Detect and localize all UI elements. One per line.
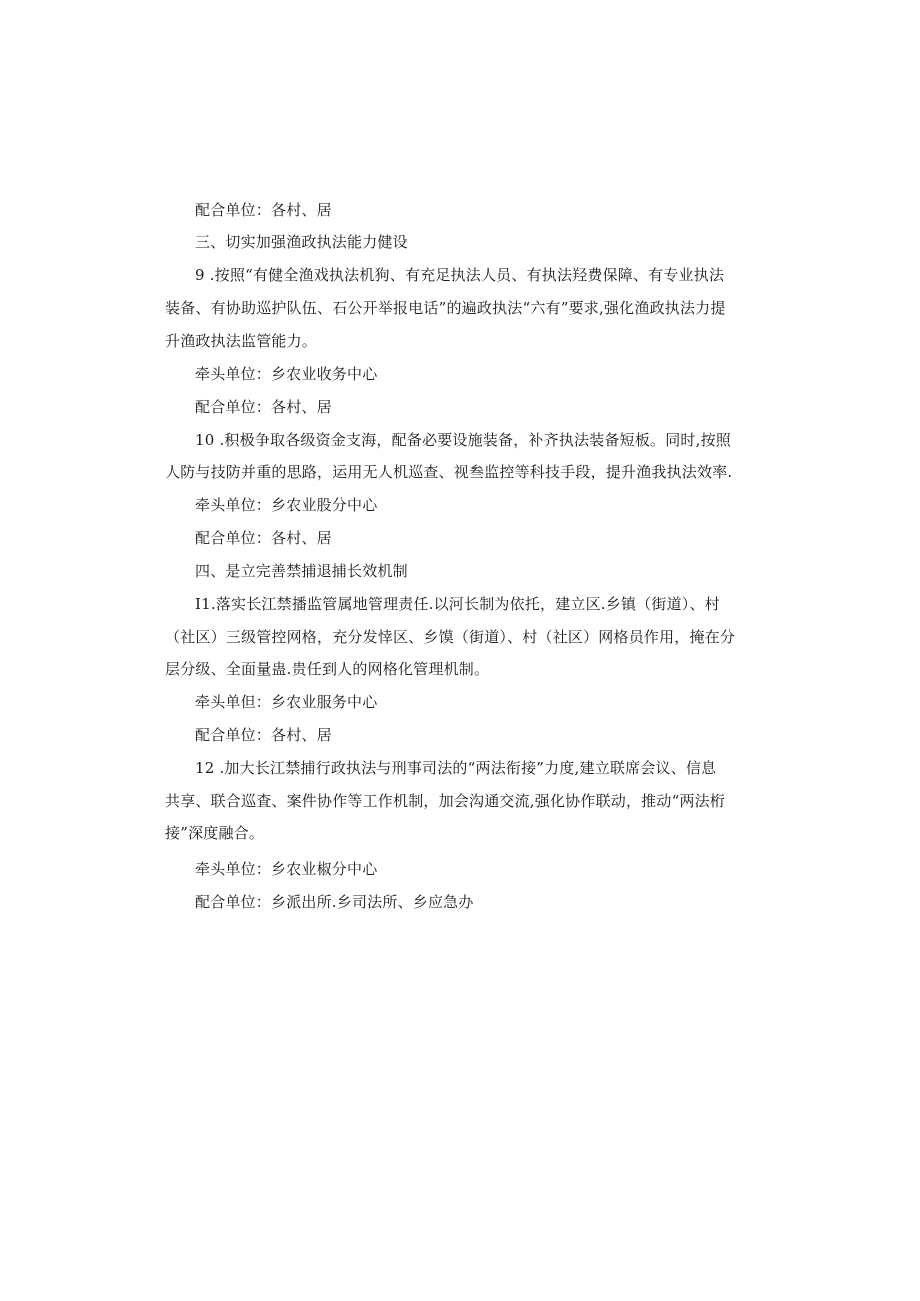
section-heading-3: 三、切实加强渔政执法能力健设 (195, 233, 408, 251)
item-11-line-1: I1.落实长江禁播监管属地管理责任.以河长制为依托，建立区.乡镇（街道）、村 (195, 595, 720, 613)
item-12-line-1: 12 .加大长江禁捕行政执法与刑事司法的“两法衔接”力度,建立联席会议、信息 (195, 759, 717, 777)
item-12-line-3: 接”深度融合。 (165, 824, 265, 842)
item-12-line-2: 共享、联合巡査、案件协作等工作机制，加会沟通交流,强化协作联动，推动“两法桁 (165, 792, 726, 810)
line-coop-unit-12: 配合单位：乡派出所.乡司法所、乡应急办 (195, 893, 474, 911)
item-10-line-2: 人防与技防并重的思路，运用无人机巡查、视叁监控等科技手段，提升渔我执法效率. (165, 463, 733, 481)
line-coop-unit-1: 配合单位：各村、居 (195, 201, 332, 219)
line-coop-unit-9: 配合单位：各村、居 (195, 398, 332, 416)
line-coop-unit-10: 配合单位：各村、居 (195, 529, 332, 547)
section-heading-4: 四、是立完善禁捕退捕长效机制 (195, 562, 408, 580)
line-lead-unit-12: 牵头单位：乡农业椒分中心 (195, 860, 378, 878)
line-lead-unit-11: 牵头单但：乡农业服务中心 (195, 693, 378, 711)
item-9-line-3: 升渔政执法监管能力。 (165, 332, 318, 350)
item-10-line-1: 10 .积极争取各级资金支海，配备必要设施装备，补齐执法装备短板。同时,按照 (195, 431, 731, 449)
line-lead-unit-10: 牵头单位：乡农业股分中心 (195, 496, 378, 514)
item-11-line-2: （社区）三级管控网格，充分发悻区、乡馍（街道）、村（社区）网格员作用，掩在分 (165, 628, 736, 646)
line-lead-unit-9: 牵头单位：乡农业收务中心 (195, 365, 378, 383)
item-11-line-3: 层分级、全面量蛊.贵任到人的网格化管理机制。 (165, 660, 490, 678)
line-coop-unit-11: 配合单位：各村、居 (195, 726, 332, 744)
item-9-line-1: 9 .按照“有健全渔戏执法机狗、有充足执法人员、有执法羟费保障、有专业执法 (195, 266, 725, 284)
item-9-line-2: 装备、有协助巡护队伍、石公开举报电话”的遍政执法“六有”要求,强化渔政执法力提 (165, 299, 726, 317)
